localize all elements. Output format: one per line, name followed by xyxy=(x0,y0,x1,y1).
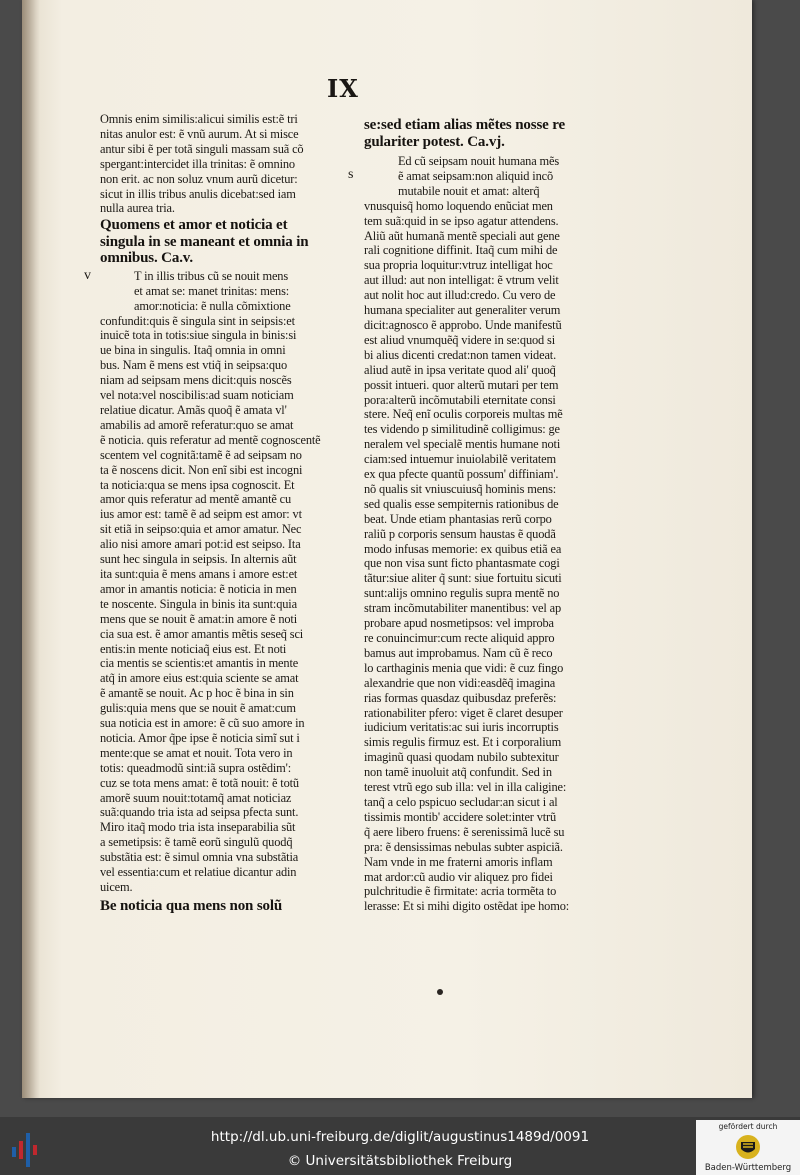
chapter-initial-guide-letter: v xyxy=(84,267,91,283)
text-line: ita sunt:quia ẽ mens amans i amore est:et xyxy=(100,566,298,581)
text-line: dicit:agnosco ẽ approbo. Unde manifestũ xyxy=(364,317,562,332)
text-line: tem suã:quid in se ipso agatur attendens. xyxy=(364,213,559,228)
text-line: totis: queadmodũ sint:iã supra ostẽdim': xyxy=(100,760,292,775)
text-line: amorẽ suum nouit:totamq̃ amat noticiaz xyxy=(100,790,292,805)
text-line: inuicẽ tota in totis:siue singula in binis:si xyxy=(100,328,297,343)
chapter-initial-guide-letter: s xyxy=(348,167,354,182)
text-line: alexandrie que non vidi:easdẽq̃ imagina xyxy=(364,675,556,690)
text-line: cia sua est. ẽ amor amantis mẽtis seseq̃ sci xyxy=(100,626,304,641)
text-line: terest vtrũ ego sub illa: vel in illa caligine: xyxy=(364,780,567,795)
text-line: Aliũ aũt humanã mentẽ speciali aut gene xyxy=(364,228,560,243)
text-line: a semetipsis: ẽ tamẽ eorũ singulũ quodq̃ xyxy=(100,835,293,850)
chapter-heading-vi-start: Be noticia qua mens non solũ xyxy=(100,897,283,914)
text-line: aut illud: aut non intelligat: ẽ vtrum velit xyxy=(364,273,559,288)
copyright-notice: © Universitätsbibliothek Freiburg xyxy=(287,1153,513,1169)
text-line: ẽ amantẽ se nouit. Ac p hoc ẽ bina in sin xyxy=(100,686,294,701)
text-line: substãtia est: ẽ simul omnia vna substãtia xyxy=(100,850,299,865)
text-line: neralem vel specialẽ mentis humane noti xyxy=(364,437,561,452)
text-line: beat. Unde etiam phantasias rerũ corpo xyxy=(364,511,552,526)
text-line: non erit. ac non soluz vnum aurũ dicetur: xyxy=(100,171,298,186)
text-line: et amat se: manet trinitas: mens: xyxy=(134,283,290,298)
right-indented-opening xyxy=(364,154,622,199)
text-line: amor quis referatur ad mentẽ amantẽ cu xyxy=(100,492,292,507)
text-line: Nam vnde in me fraterni amoris inflam xyxy=(364,854,553,869)
text-line: atq̃ in amore eius est:quia sciente se amat xyxy=(100,671,299,686)
text-line: spergant:intercidet illa trinitas: ẽ omnino xyxy=(100,156,295,171)
text-line: nitas anulor est: ẽ vnũ aurum. At si misce xyxy=(100,126,299,141)
page-gutter-shadow xyxy=(22,0,40,1098)
text-line: ta noticia:qua se mens ipsa cognoscit. Et xyxy=(100,477,295,492)
text-line: antur sibi ẽ per totã singuli massam suã cõ xyxy=(100,141,304,156)
text-line: te noscente. Singula in binis ita sunt:quia xyxy=(100,596,297,611)
text-line: lerasse: Et si mihi digito ostẽdat ipe homo: xyxy=(364,899,570,914)
text-line: raliũ p corporis sensum haustas ẽ quodã xyxy=(364,526,556,541)
text-line: iudicium veritatis:ac sui iuris incorruptis xyxy=(364,720,559,735)
text-line: sua noticia est in amore: ẽ cũ suo amore in xyxy=(100,716,305,731)
text-line: vel essentia:cum et relatiue dicantur adin xyxy=(100,865,297,880)
text-line: aut nolit hoc aut illud:credo. Cu vero de xyxy=(364,288,556,303)
text-line: tãtur:siue aliter q̃ sunt: siue fortuitu sicuti xyxy=(364,571,562,586)
text-line: suã:quando tria ista ad seipsa pfecta sunt. xyxy=(100,805,299,820)
text-line: pora:alterũ incõmutabili eternitate consi xyxy=(364,392,556,407)
sponsor-label: gefördert durch xyxy=(718,1122,778,1131)
text-line: ue bina in singulis. Itaq̃ omnia in omni xyxy=(100,343,286,358)
text-line: sunt:alijs omnino regulis supra mentẽ no xyxy=(364,586,560,601)
text-line: ex qua pfecte quantũ possum' diffiniam'. xyxy=(364,467,559,482)
text-line: probare apud nosmetipsos: vel improba xyxy=(364,616,554,631)
text-line: tissimis montib' accidere solet:inter vtrũ xyxy=(364,809,557,824)
heading-line: Quomens et amor et noticia et xyxy=(100,217,288,234)
text-line: pulchritudie ẽ firmitate: acria tormẽta to xyxy=(364,884,557,899)
text-line: humana specialiter aut generaliter verum xyxy=(364,303,561,318)
text-line: est aliud vnumquẽq̃ videre in se:quod si xyxy=(364,332,555,347)
chapter-heading-vi xyxy=(364,117,622,150)
text-line: sunt hec singula in seipsis. In alternis aũt xyxy=(100,552,297,567)
text-line: alio nisi amore amari pot:id est seipso. Ita xyxy=(100,537,301,552)
text-line: Omnis enim similis:alicui similis est:ẽ tri xyxy=(100,112,298,126)
right-paragraph xyxy=(364,199,622,915)
text-line: sua propria loquitur:vtruz intelligat hoc xyxy=(364,258,553,273)
text-line: aliud autẽ in ipsa veritate quod ali' quoq̃ xyxy=(364,362,556,377)
text-line: vnusquisq̃ homo loquendo enũciat men xyxy=(364,198,553,213)
text-line: sit etiã in seipso:quia et amor amatur. Nec xyxy=(100,522,302,537)
text-line: amabilis ad amorẽ referatur:quo se amat xyxy=(100,417,294,432)
text-line: simis regulis firmuz est. Et i corporalium xyxy=(364,735,562,750)
text-line: ẽ amat seipsam:non aliquid incõ xyxy=(398,168,554,183)
text-line: tanq̃ a celo pspicuo secludar:an sicut i al xyxy=(364,794,558,809)
text-line: bus. Nam ẽ mens est vtiq̃ in seipsa:quo xyxy=(100,358,288,373)
text-line: ẽ noticia. quis referatur ad mentẽ cognoscentẽ xyxy=(100,432,321,447)
text-line: ta ẽ noscens dicit. Non enĩ sibi est incogni xyxy=(100,462,303,477)
text-line: possit intueri. quor alterũ mutari per tem xyxy=(364,377,559,392)
text-line: bamus aut improbamus. Nam cũ ẽ reco xyxy=(364,645,553,660)
book-page xyxy=(22,0,752,1098)
left-paragraph-2 xyxy=(100,314,352,895)
text-line: rationabiliter pfero: viget ẽ claret desuper xyxy=(364,705,563,720)
text-line: tes videndo p similitudinẽ colligimus: ge xyxy=(364,422,560,437)
sponsor-name: Baden-Württemberg xyxy=(704,1163,792,1173)
text-line: confundit:quis ẽ singula sint in seipsis:et xyxy=(100,313,295,328)
text-line: sed qualis esse sempiternis rationibus de xyxy=(364,496,559,511)
text-line: amor in amantis noticia: ẽ noticia in men xyxy=(100,581,297,596)
text-line: Miro itaq̃ modo tria ista inseparabilia sũt xyxy=(100,820,296,835)
text-line: bi alius dicenti credat:non tamen videat. xyxy=(364,347,557,362)
text-line: cuz se tota mens amat: ẽ totã nouit: ẽ totũ xyxy=(100,775,299,790)
text-line: q̃ aere libero fruens: ẽ serenissimã lucẽ su xyxy=(364,824,565,839)
text-line: modo infusas memorie: ex quibus etiã ea xyxy=(364,541,562,556)
text-line: stram incõmutabiliter manentibus: vel ap xyxy=(364,601,562,616)
text-line: mens que se nouit ẽ amat:in amore ẽ noti xyxy=(100,611,298,626)
viewer-footer xyxy=(0,1117,800,1175)
left-chapter-opening xyxy=(84,267,352,314)
text-line: lo carthaginis menia que vidi: ẽ cuz fingo xyxy=(364,660,564,675)
text-line: ciam:sed intuemur inuiolabilẽ veritatem xyxy=(364,452,556,467)
text-line: niam ad seipsam mens dicit:quis noscẽs xyxy=(100,373,292,388)
left-text-column xyxy=(84,112,352,914)
text-line: noticia. Amor q̃pe ipse ẽ noticia simĩ sut i xyxy=(100,730,300,745)
text-line: rali cognitione diffinit. Itaq̃ cum mihi de xyxy=(364,243,558,258)
text-line: T in illis tribus cũ se nouit mens xyxy=(134,268,289,283)
right-chapter-opening xyxy=(348,154,622,199)
text-line: mat ardor:cũ audio vir aliquez pro fidei xyxy=(364,869,553,884)
text-line: amor:noticia: ẽ nulla cõmixtione xyxy=(134,298,291,313)
left-indented-opening xyxy=(100,269,352,314)
text-line: relatiue dicatur. Amãs quoq̃ ẽ amata vl' xyxy=(100,403,287,417)
text-line: mutabile nouit et amat: alterq̃ xyxy=(398,183,540,198)
heading-line: gulariter potest. Ca.vj. xyxy=(364,133,505,150)
sponsor-logo[interactable] xyxy=(696,1120,800,1175)
folio-number: IX xyxy=(327,74,359,103)
text-line: sicut in illis tribus anulis dicebat:sed iam xyxy=(100,186,296,201)
text-line: cia mentis se scientis:et amantis in mente xyxy=(100,656,299,671)
text-line: pra: ẽ densissimas nebulas subter aspiciã. xyxy=(364,839,563,854)
text-line: re conuincimur:cum recte aliquid appro xyxy=(364,631,555,645)
text-line: Ed cũ seipsam nouit humana mẽs xyxy=(398,154,560,168)
text-line: stere. Neq̃ enĩ oculis corporeis multas mẽ xyxy=(364,407,563,422)
text-line: rias formas quasdaz quibusdaz preferẽs: xyxy=(364,690,557,705)
text-line: nõ qualis sit vniuscuiusq̃ hominis mens: xyxy=(364,481,557,496)
right-text-column xyxy=(348,117,622,914)
text-line: scentem vel cognitã:tamẽ ẽ ad seipsam no xyxy=(100,447,302,462)
heading-line: singula in se maneant et omnia in xyxy=(100,233,309,250)
heading-line: se:sed etiam alias mẽtes nosse re xyxy=(364,117,565,133)
text-line: imaginũ quasi quodam nubilo subtexitur xyxy=(364,750,559,765)
text-line: non tamẽ inuoluit atq̃ confundit. Sed in xyxy=(364,765,552,780)
state-crest-icon xyxy=(734,1133,762,1161)
left-paragraph-1 xyxy=(100,112,352,216)
heading-line: omnibus. Ca.v. xyxy=(100,250,193,267)
text-line: que non visa sunt ficto phantasmate cogi xyxy=(364,556,560,571)
ink-spot xyxy=(437,989,443,995)
text-line: ius amor est: tamẽ ẽ ad seipm est amor: vt xyxy=(100,507,302,522)
text-line: uicem. xyxy=(100,880,133,894)
text-line: vel nota:vel noscibilis:ad suam noticiam xyxy=(100,388,294,403)
text-line: gulis:quia mens que se nouit ẽ amat:cum xyxy=(100,701,296,716)
text-line: mente:que se amat et nouit. Tota vero in xyxy=(100,745,293,760)
permalink-url[interactable]: http://dl.ub.uni-freiburg.de/diglit/augustinus1489d/0091 xyxy=(210,1129,590,1145)
chapter-heading-v xyxy=(100,217,352,267)
text-line: nulla aurea tria. xyxy=(100,201,175,216)
text-line: entis:in mente noticiaq̃ eius est. Et noti xyxy=(100,641,287,656)
